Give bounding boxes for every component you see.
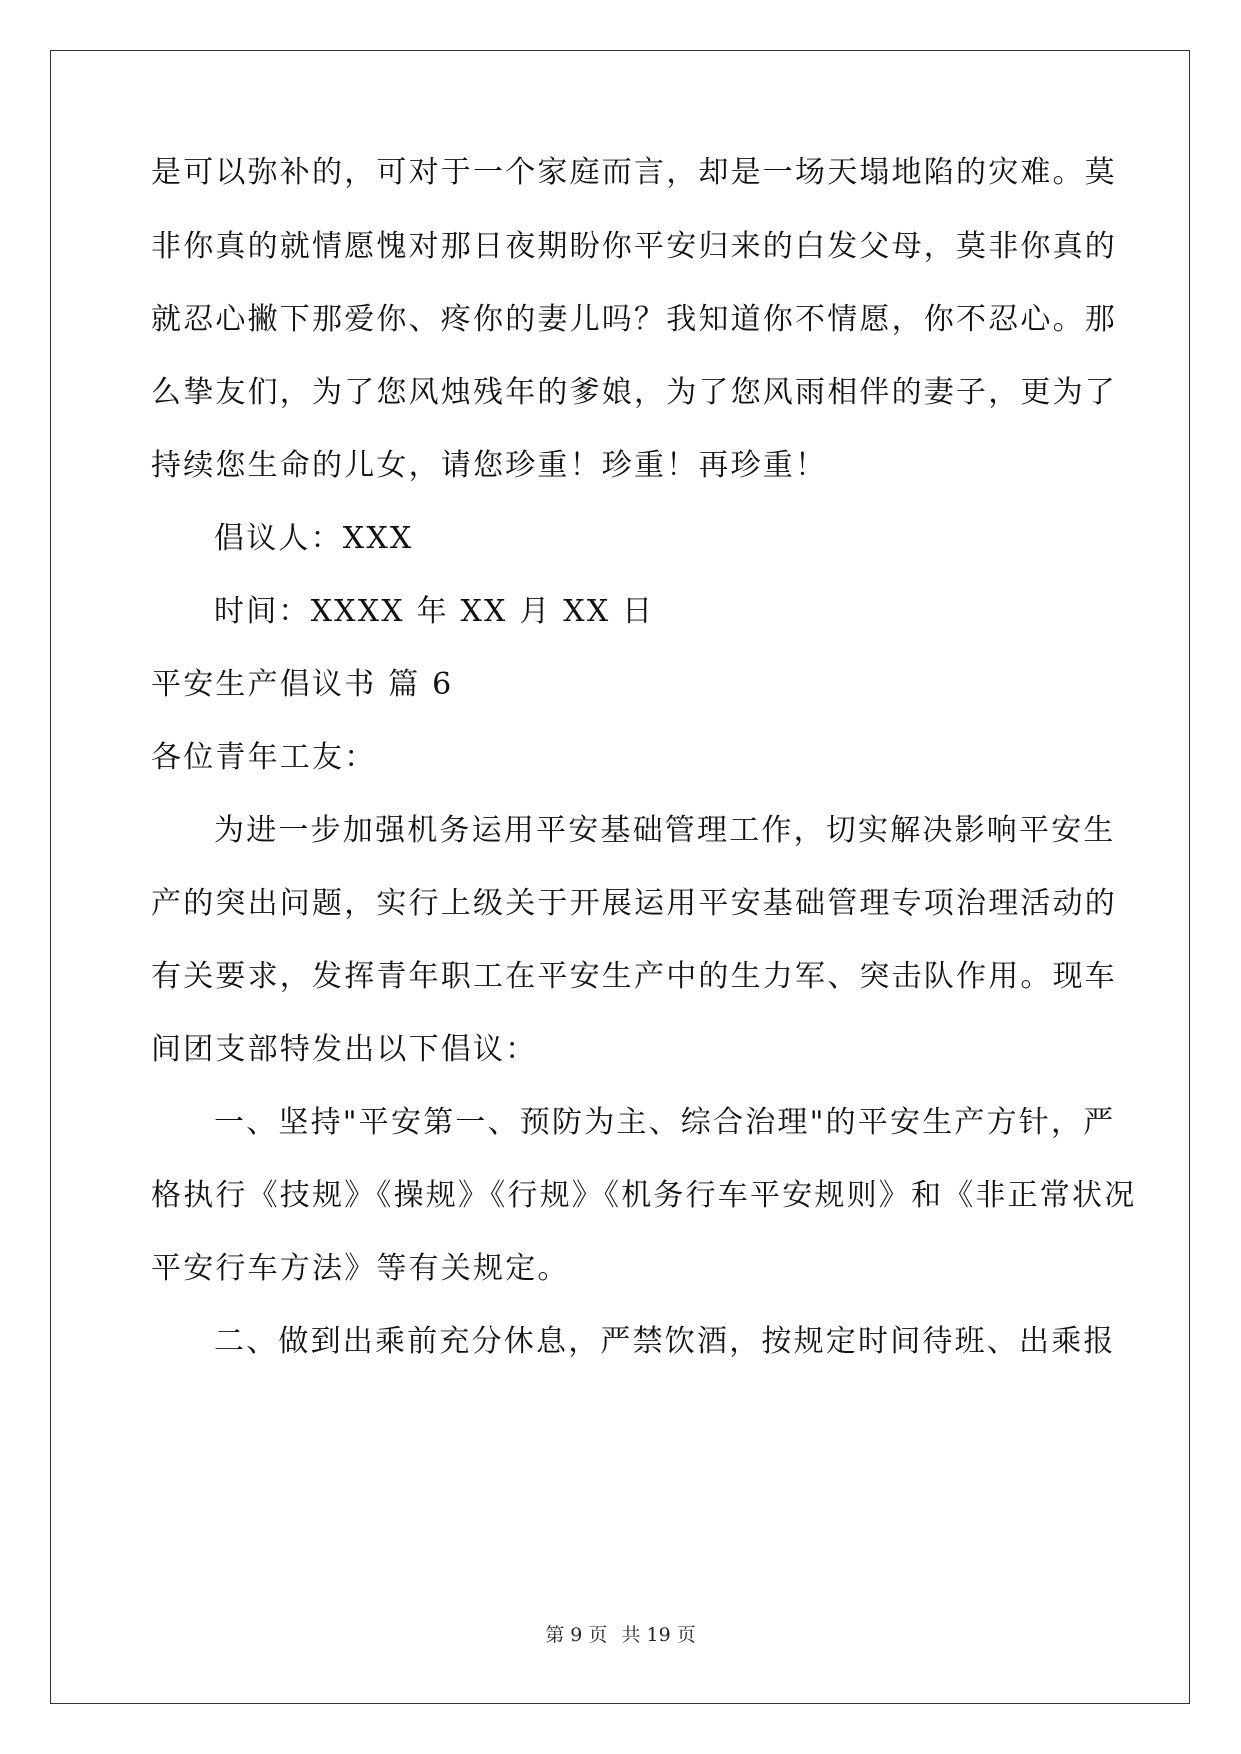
body-text-line: 就忍心撇下那爱你、疼你的妻儿吗？我知道你不情愿，你不忍心。那 (151, 302, 1117, 337)
body-text-line: 非你真的就情愿愧对那日夜期盼你平安归来的白发父母，莫非你真的 (151, 229, 1117, 264)
salutation: 各位青年工友： (151, 740, 377, 775)
body-text-line: 平安行车方法》等有关规定。 (151, 1251, 570, 1286)
body-text-line: 间团支部特发出以下倡议： (151, 1032, 538, 1067)
section-heading: 平安生产倡议书 篇 6 (151, 667, 454, 702)
body-text-line: 么挚友们，为了您风烛残年的爹娘，为了您风雨相伴的妻子，更为了 (151, 375, 1117, 410)
body-text-line: 有关要求，发挥青年职工在平安生产中的生力军、突击队作用。现车 (151, 959, 1117, 994)
body-text-line: 格执行《技规》《操规》《行规》《机务行车平安规则》和《非正常状况 (151, 1178, 1137, 1213)
body-text-line: 一、坚持"平安第一、预防为主、综合治理"的平安生产方针，严 (214, 1105, 1116, 1140)
body-text-line: 持续您生命的儿女，请您珍重！珍重！再珍重！ (151, 448, 828, 483)
signer-line: 倡议人：XXX (214, 521, 414, 556)
body-text-line: 是可以弥补的，可对于一个家庭而言，却是一场天塌地陷的灾难。莫 (151, 155, 1117, 190)
page-border (50, 50, 1190, 1704)
page-total: 共 19 页 (621, 1624, 696, 1646)
page-number: 第 9 页 (545, 1624, 608, 1646)
body-text-line: 为进一步加强机务运用平安基础管理工作，切实解决影响平安生 (214, 813, 1116, 848)
page-footer (0, 1622, 1241, 1648)
date-line: 时间：XXXX 年 XX 月 XX 日 (214, 594, 655, 629)
body-text-line: 产的突出问题，实行上级关于开展运用平安基础管理专项治理活动的 (151, 886, 1117, 921)
body-text-line: 二、做到出乘前充分休息，严禁饮酒，按规定时间待班、出乘报 (214, 1324, 1116, 1359)
